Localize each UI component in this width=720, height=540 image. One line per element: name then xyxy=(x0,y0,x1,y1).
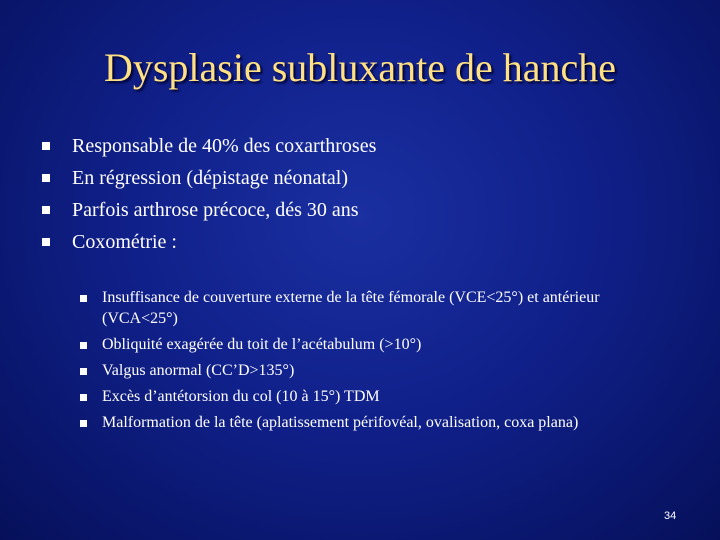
sub-bullet-list xyxy=(80,287,660,438)
bullet-item xyxy=(42,162,376,194)
square-bullet-icon xyxy=(80,420,87,427)
bullet-item xyxy=(42,130,376,162)
sub-bullet-item xyxy=(80,412,660,433)
bullet-text: Parfois arthrose précoce, dés 30 ans xyxy=(72,199,359,221)
bullet-list xyxy=(42,130,376,258)
square-bullet-icon xyxy=(80,368,87,375)
sub-bullet-text: Obliquité exagérée du toit de l’acétabulum (>10°) xyxy=(102,336,422,353)
square-bullet-icon xyxy=(42,238,50,246)
square-bullet-icon xyxy=(80,295,87,302)
bullet-item xyxy=(42,194,376,226)
square-bullet-icon xyxy=(42,174,50,182)
square-bullet-icon xyxy=(80,394,87,401)
sub-bullet-item xyxy=(80,360,660,381)
sub-bullet-text: Valgus anormal (CC’D>135°) xyxy=(102,362,295,379)
bullet-text: En régression (dépistage néonatal) xyxy=(72,167,349,189)
sub-bullet-item xyxy=(80,287,660,329)
slide-title: Dysplasie subluxante de hanche xyxy=(103,45,617,90)
bullet-text: Responsable de 40% des coxarthroses xyxy=(72,135,377,157)
sub-bullet-text: Insuffisance de couverture externe de la tête fémorale (VCE<25°) et antérieur (VCA<25°) xyxy=(102,289,600,327)
sub-bullet-text: Malformation de la tête (aplatissement périfovéal, ovalisation, coxa plana) xyxy=(102,414,579,431)
page-number: 34 xyxy=(664,510,677,522)
square-bullet-icon xyxy=(80,342,87,349)
square-bullet-icon xyxy=(42,206,50,214)
bullet-item xyxy=(42,226,376,258)
sub-bullet-item xyxy=(80,334,660,355)
square-bullet-icon xyxy=(42,142,50,150)
sub-bullet-text: Excès d’antétorsion du col (10 à 15°) TDM xyxy=(102,388,380,405)
sub-bullet-item xyxy=(80,386,660,407)
bullet-text: Coxométrie : xyxy=(72,231,177,253)
